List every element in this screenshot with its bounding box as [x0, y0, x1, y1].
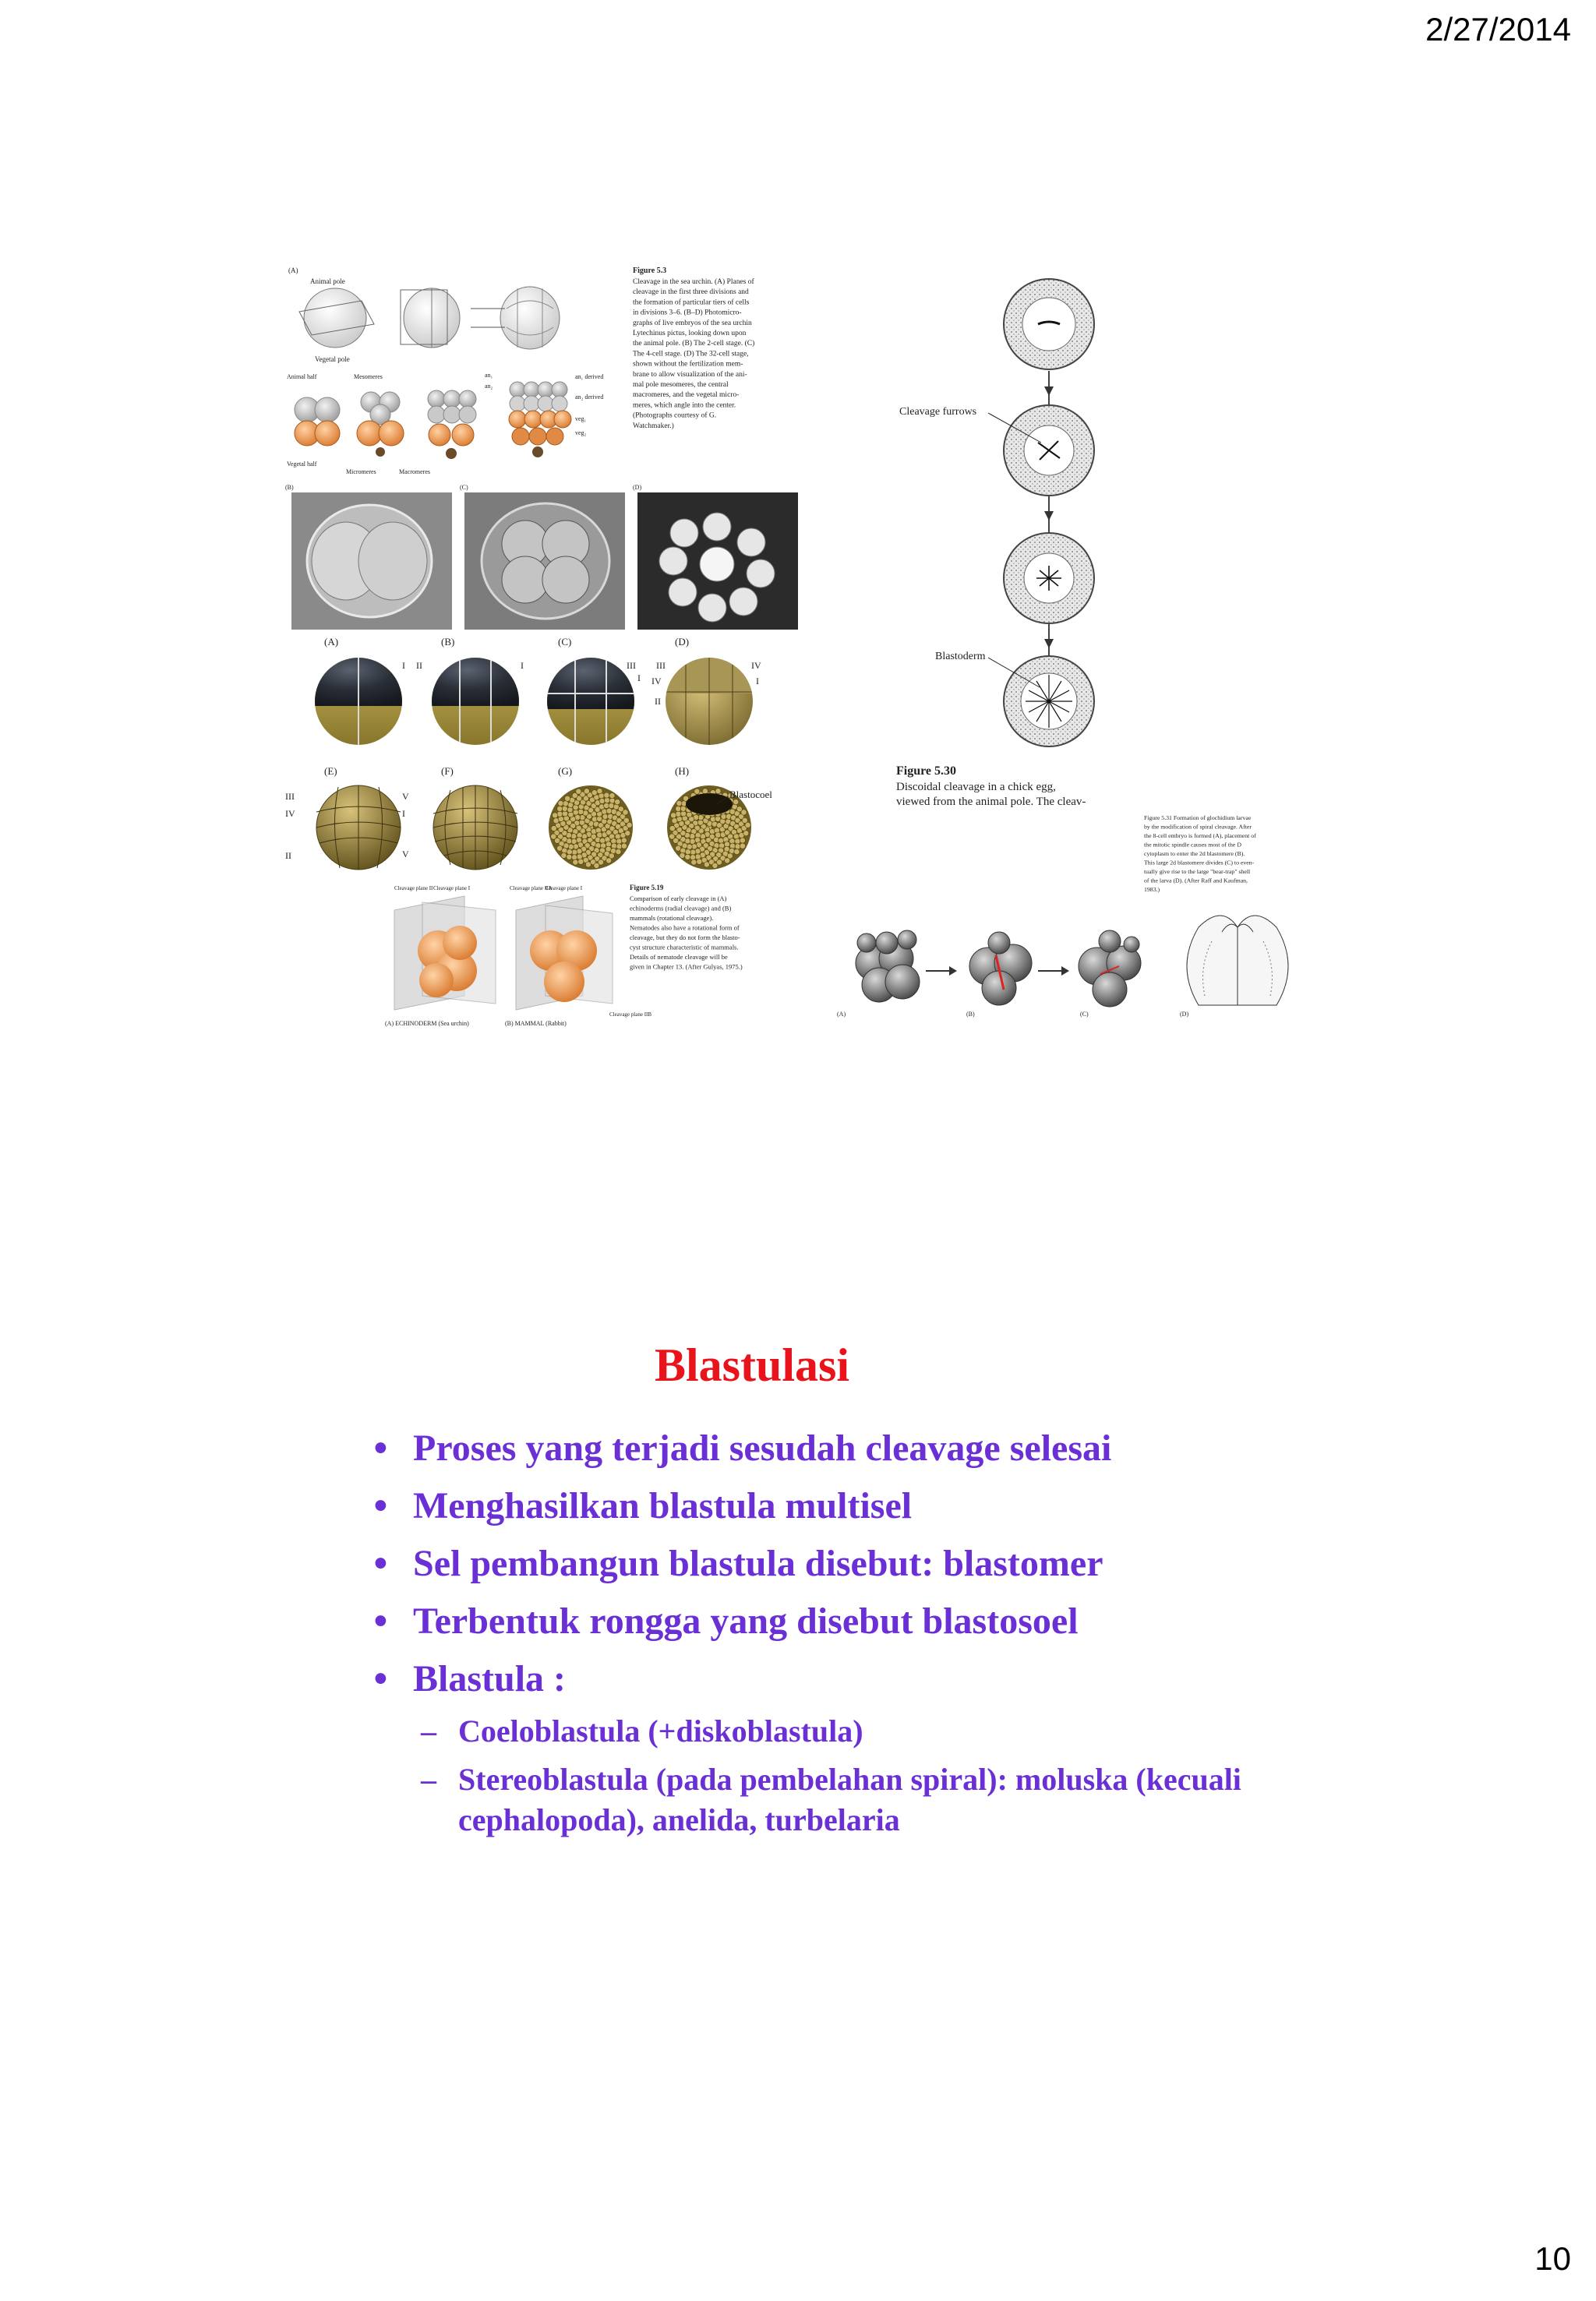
vegetal-half-label: Vegetal half	[287, 461, 317, 468]
glochidium-larva	[1187, 916, 1288, 1005]
caption-line: Watchmaker.)	[633, 422, 674, 430]
animal-half-label: Animal half	[287, 373, 317, 380]
panel-d-label: (D)	[633, 484, 642, 491]
svg-text:III: III	[627, 660, 636, 671]
cell-dot	[584, 789, 589, 794]
amphibian-stage-e	[316, 785, 401, 870]
caption-line: of the larva (D). (After Raff and Kaufman,	[1144, 877, 1248, 884]
cell-dot	[712, 863, 718, 868]
cell-dot	[558, 800, 563, 806]
caption-line: shown without the fertilization mem-	[633, 360, 743, 369]
cell-dot	[704, 862, 709, 867]
svg-text:V: V	[402, 791, 409, 802]
blastocoel-label: Blastocoel	[729, 789, 772, 800]
cleavage-plane-label: Cleavage plane I	[546, 885, 583, 891]
chick-egg-stage-1	[1004, 279, 1094, 369]
svg-text:IV: IV	[285, 808, 295, 819]
cell-dot	[599, 798, 605, 803]
cell-dot	[721, 813, 726, 819]
svg-text:III: III	[285, 791, 295, 802]
cell-dot	[567, 849, 572, 855]
dash-icon: –	[421, 1713, 436, 1749]
panel-label: (H)	[675, 765, 690, 777]
panel-label: (C)	[1080, 1011, 1089, 1018]
cell-dot	[680, 852, 685, 858]
cell-dot	[577, 854, 582, 859]
caption-line: Figure 5.31 Formation of glochidium larvae	[1144, 814, 1252, 821]
cell-dot	[623, 810, 628, 815]
caption-line: macromeres, and the vegetal micro-	[633, 391, 740, 400]
cell-dot	[725, 858, 730, 863]
page-number: 10	[1534, 2240, 1571, 2277]
panel-label: (G)	[558, 765, 573, 777]
cell-dot	[691, 859, 697, 865]
fig519-caption-title: Figure 5.19	[630, 884, 664, 891]
panel-label: (E)	[324, 765, 337, 777]
amphibian-stage-g	[549, 785, 633, 870]
cell-dot	[627, 822, 632, 828]
cell-dot	[675, 845, 680, 851]
an1-derived-label: an₁ derived	[575, 373, 604, 380]
caption-line: Discoidal cleavage in a chick egg,	[896, 781, 1056, 793]
figure-5-19-radial-rotational	[379, 879, 809, 1038]
svg-text:I: I	[402, 660, 405, 671]
panel-c-label: (C)	[460, 484, 468, 491]
fig53-caption-title: Figure 5.3	[633, 266, 667, 275]
cell-dot	[591, 790, 597, 796]
caption-line: Nematodes also have a rotational form of	[630, 923, 740, 932]
cell-dot	[606, 858, 612, 863]
bullet-dot-icon: •	[374, 1428, 387, 1469]
cell-dot	[565, 796, 570, 801]
svg-text:II: II	[416, 660, 422, 671]
cell-dot	[604, 792, 609, 798]
panel-label: (A)	[324, 636, 339, 648]
cell-dot	[551, 834, 556, 839]
cell-dot	[567, 854, 572, 859]
cell-dot	[616, 838, 622, 844]
cell-dot	[561, 852, 567, 858]
caption-line: meres, which angle into the center.	[633, 401, 736, 410]
cell-dot	[602, 813, 608, 819]
cell-dot	[597, 789, 602, 794]
caption-line: Details of nematode cleavage will be	[630, 953, 728, 961]
chick-egg-stage-3	[1004, 533, 1094, 623]
cleavage-plane-label: Cleavage plane I	[433, 885, 471, 891]
bullet-item: • Terbentuk rongga yang disebut blastosoel	[374, 1600, 1079, 1642]
cell-dot	[694, 789, 700, 794]
cell-dot	[671, 813, 676, 818]
cell-dot	[690, 834, 695, 839]
caption-line: the formation of particular tiers of cells	[633, 298, 750, 307]
cell-dot	[557, 806, 563, 811]
cell-dot	[685, 849, 690, 855]
cell-dot	[585, 862, 591, 867]
panel-label: (C)	[558, 636, 572, 648]
mesomeres-label: Mesomeres	[354, 373, 383, 380]
panel-label: (D)	[675, 636, 690, 648]
cell-dot	[672, 818, 677, 824]
slide-title: Blastulasi	[654, 1339, 850, 1391]
cell-dot	[616, 849, 621, 854]
caption-line: Lytechinus pictus, looking down upon	[633, 330, 747, 337]
svg-text:IV: IV	[751, 660, 761, 671]
cleavage-plane-label: Cleavage plane II	[394, 885, 433, 891]
cell-dot	[609, 792, 615, 798]
bullet-dot-icon: •	[374, 1600, 387, 1642]
caption-line: viewed from the animal pole. The cleav-	[896, 796, 1086, 808]
bullet-dot-icon: •	[374, 1658, 387, 1699]
caption-line: echinoderms (radial cleavage) and (B)	[630, 904, 732, 912]
svg-text:I: I	[637, 672, 641, 683]
cell-dot	[594, 863, 599, 868]
svg-text:III: III	[656, 660, 666, 671]
caption-line: cleavage, but they do not form the blasto-	[630, 933, 740, 941]
caption-line: cleavage in the first three divisions and	[633, 288, 749, 297]
cell-dot	[573, 859, 578, 865]
caption-line: The 4-cell stage. (D) The 32-cell stage,	[633, 350, 749, 358]
cell-dot	[702, 789, 708, 794]
cell-dot	[740, 843, 745, 849]
cell-dot	[735, 838, 740, 844]
caption-line: the mitotic spindle causes most of the D	[1144, 841, 1241, 849]
cell-dot	[676, 800, 682, 806]
cell-dot	[609, 803, 614, 808]
bullet-item: • Sel pembangun blastula disebut: blastomer	[374, 1543, 1103, 1584]
panel-a-label: (A)	[288, 266, 298, 274]
bullet-dot-icon: •	[374, 1543, 387, 1584]
cell-dot	[562, 806, 567, 811]
figure-amphibian-cleavage	[284, 631, 810, 879]
animal-pole-label: Animal pole	[310, 277, 345, 285]
macromeres-label: Macromeres	[399, 468, 430, 475]
cell-dot	[576, 789, 581, 794]
cell-dot	[604, 797, 609, 803]
caption-line: (Photographs courtesy of G.	[633, 411, 717, 420]
amphibian-stage-f	[433, 785, 517, 870]
svg-text:II: II	[655, 696, 661, 707]
cell-dot	[680, 811, 686, 817]
cell-dot	[572, 849, 577, 855]
caption-line: Comparison of early cleavage in (A)	[630, 895, 727, 902]
cell-dot	[729, 843, 735, 849]
svg-text:IV: IV	[651, 676, 662, 686]
svg-text:I: I	[402, 808, 405, 819]
an1-label: an₁	[485, 372, 493, 379]
spiral-stage-a	[856, 930, 920, 1002]
cell-dot	[611, 843, 616, 849]
caption-line: mal pole mesomeres, the central	[633, 381, 729, 389]
cell-dot	[700, 834, 705, 839]
cell-dot	[740, 838, 745, 843]
cell-dot	[745, 822, 750, 828]
bullet-dot-icon: •	[374, 1485, 387, 1526]
cell-dot	[578, 809, 584, 814]
an2-label: an₂	[485, 383, 493, 390]
caption-line: the animal pole. (B) The 2-cell stage. (C)	[633, 340, 755, 348]
caption-line: This large 2d blastomere divides (C) to even-	[1144, 859, 1255, 866]
bullet-list	[368, 1428, 1303, 1716]
veg2-label: veg₂	[575, 429, 587, 436]
vegetal-pole-label: Vegetal pole	[315, 355, 350, 363]
mammal-label: (B) MAMMAL (Rabbit)	[505, 1020, 567, 1027]
cell-dot	[615, 799, 620, 805]
cell-dot	[625, 831, 630, 836]
caption-line: the 8-cell embryo is formed (A), placement of	[1144, 832, 1256, 839]
caption-line: in divisions 3–6. (B–D) Photomicro-	[633, 309, 742, 317]
cell-dot	[572, 855, 577, 860]
bullet-item: • Menghasilkan blastula multisel	[374, 1485, 913, 1526]
cell-dot	[690, 855, 696, 860]
cell-dot	[581, 834, 587, 839]
figure-5-31-glochidium	[832, 810, 1300, 1021]
veg1-label: veg₁	[575, 415, 587, 422]
cell-dot	[741, 810, 747, 815]
cell-dot	[578, 859, 584, 864]
figure-5-30-chick-discoidal-cleavage	[888, 270, 1294, 856]
cell-dot	[669, 834, 675, 839]
caption-line: cytoplasm to enter the 2d blastomere (B).	[1144, 850, 1245, 857]
cell-dot	[621, 843, 627, 849]
cell-dot	[553, 818, 559, 824]
fig530-caption-title: Figure 5.30	[896, 764, 957, 778]
sub-bullet-item: – Stereoblastula (pada pembelahan spiral): moluska (kecuali cephalopoda), anelida, turbelaria	[421, 1759, 1255, 1840]
panel-label: (D)	[1180, 1011, 1189, 1018]
bullet-item: • Proses yang terjadi sesudah cleavage selesai	[374, 1428, 1112, 1469]
chick-egg-stage-2	[1004, 405, 1094, 496]
cell-dot	[551, 825, 556, 831]
cleavage-plane-label: Cleavage plane IIB	[609, 1011, 652, 1018]
figure-5-3-sea-urchin-cleavage	[284, 262, 810, 631]
an2-derived-label: an₂ derived	[575, 393, 604, 401]
blastoderm-label: Blastoderm	[935, 651, 986, 662]
bullet-item: • Blastula :	[374, 1658, 567, 1699]
caption-line: mammals (rotational cleavage).	[630, 914, 714, 922]
micromeres-label: Micromeres	[346, 468, 376, 475]
cell-dot	[562, 811, 567, 817]
cell-dot	[669, 825, 675, 831]
svg-text:I: I	[756, 676, 759, 686]
chick-egg-stage-4	[1004, 656, 1094, 746]
cell-dot	[695, 854, 701, 859]
caption-line: cyst structure characteristic of mammals.	[630, 943, 739, 951]
sub-bullet-list	[421, 1711, 1255, 1848]
cleavage-plane-label: Cleavage plane IIA	[510, 885, 553, 891]
echinoderm-label: (A) ECHINODERM (Sea urchin)	[385, 1020, 469, 1027]
panel-label: (A)	[837, 1011, 846, 1018]
panel-label: (F)	[441, 765, 454, 777]
caption-line: by the modification of spiral cleavage. After	[1144, 823, 1252, 831]
cleavage-furrows-label: Cleavage furrows	[899, 406, 977, 418]
panel-label: (B)	[441, 636, 455, 648]
cell-dot	[556, 845, 562, 851]
svg-text:I: I	[521, 660, 524, 671]
cell-dot	[621, 838, 627, 843]
cell-dot	[690, 849, 696, 855]
sub-bullet-item: – Coeloblastula (+diskoblastula)	[421, 1711, 1255, 1752]
caption-line: graphs of live embryos of the sea urchin	[633, 319, 752, 327]
caption-line: brane to allow visualization of the ani-	[633, 370, 747, 379]
svg-text:V: V	[402, 849, 409, 859]
cell-dot	[697, 859, 702, 864]
fig531-caption	[1144, 814, 1256, 893]
panel-label: (B)	[966, 1011, 975, 1018]
slide-date: 2/27/2014	[1425, 11, 1571, 48]
cell-dot	[685, 854, 690, 859]
dash-icon: –	[421, 1762, 436, 1797]
cell-dot	[553, 813, 558, 818]
caption-line: 1983.)	[1144, 886, 1160, 893]
caption-line: tually give rise to the large "bear-trap" shell	[1144, 868, 1251, 875]
cell-dot	[676, 806, 681, 811]
cell-dot	[680, 806, 686, 811]
cell-dot	[734, 849, 740, 854]
caption-line: Cleavage in the sea urchin. (A) Planes of	[633, 278, 754, 286]
caption-line: given in Chapter 13. (After Gulyas, 1975.)	[630, 962, 743, 971]
svg-text:II: II	[285, 850, 291, 861]
cell-dot	[571, 834, 577, 839]
panel-b-label: (B)	[285, 484, 294, 491]
cell-dot	[715, 789, 721, 794]
cell-dot	[743, 831, 749, 836]
